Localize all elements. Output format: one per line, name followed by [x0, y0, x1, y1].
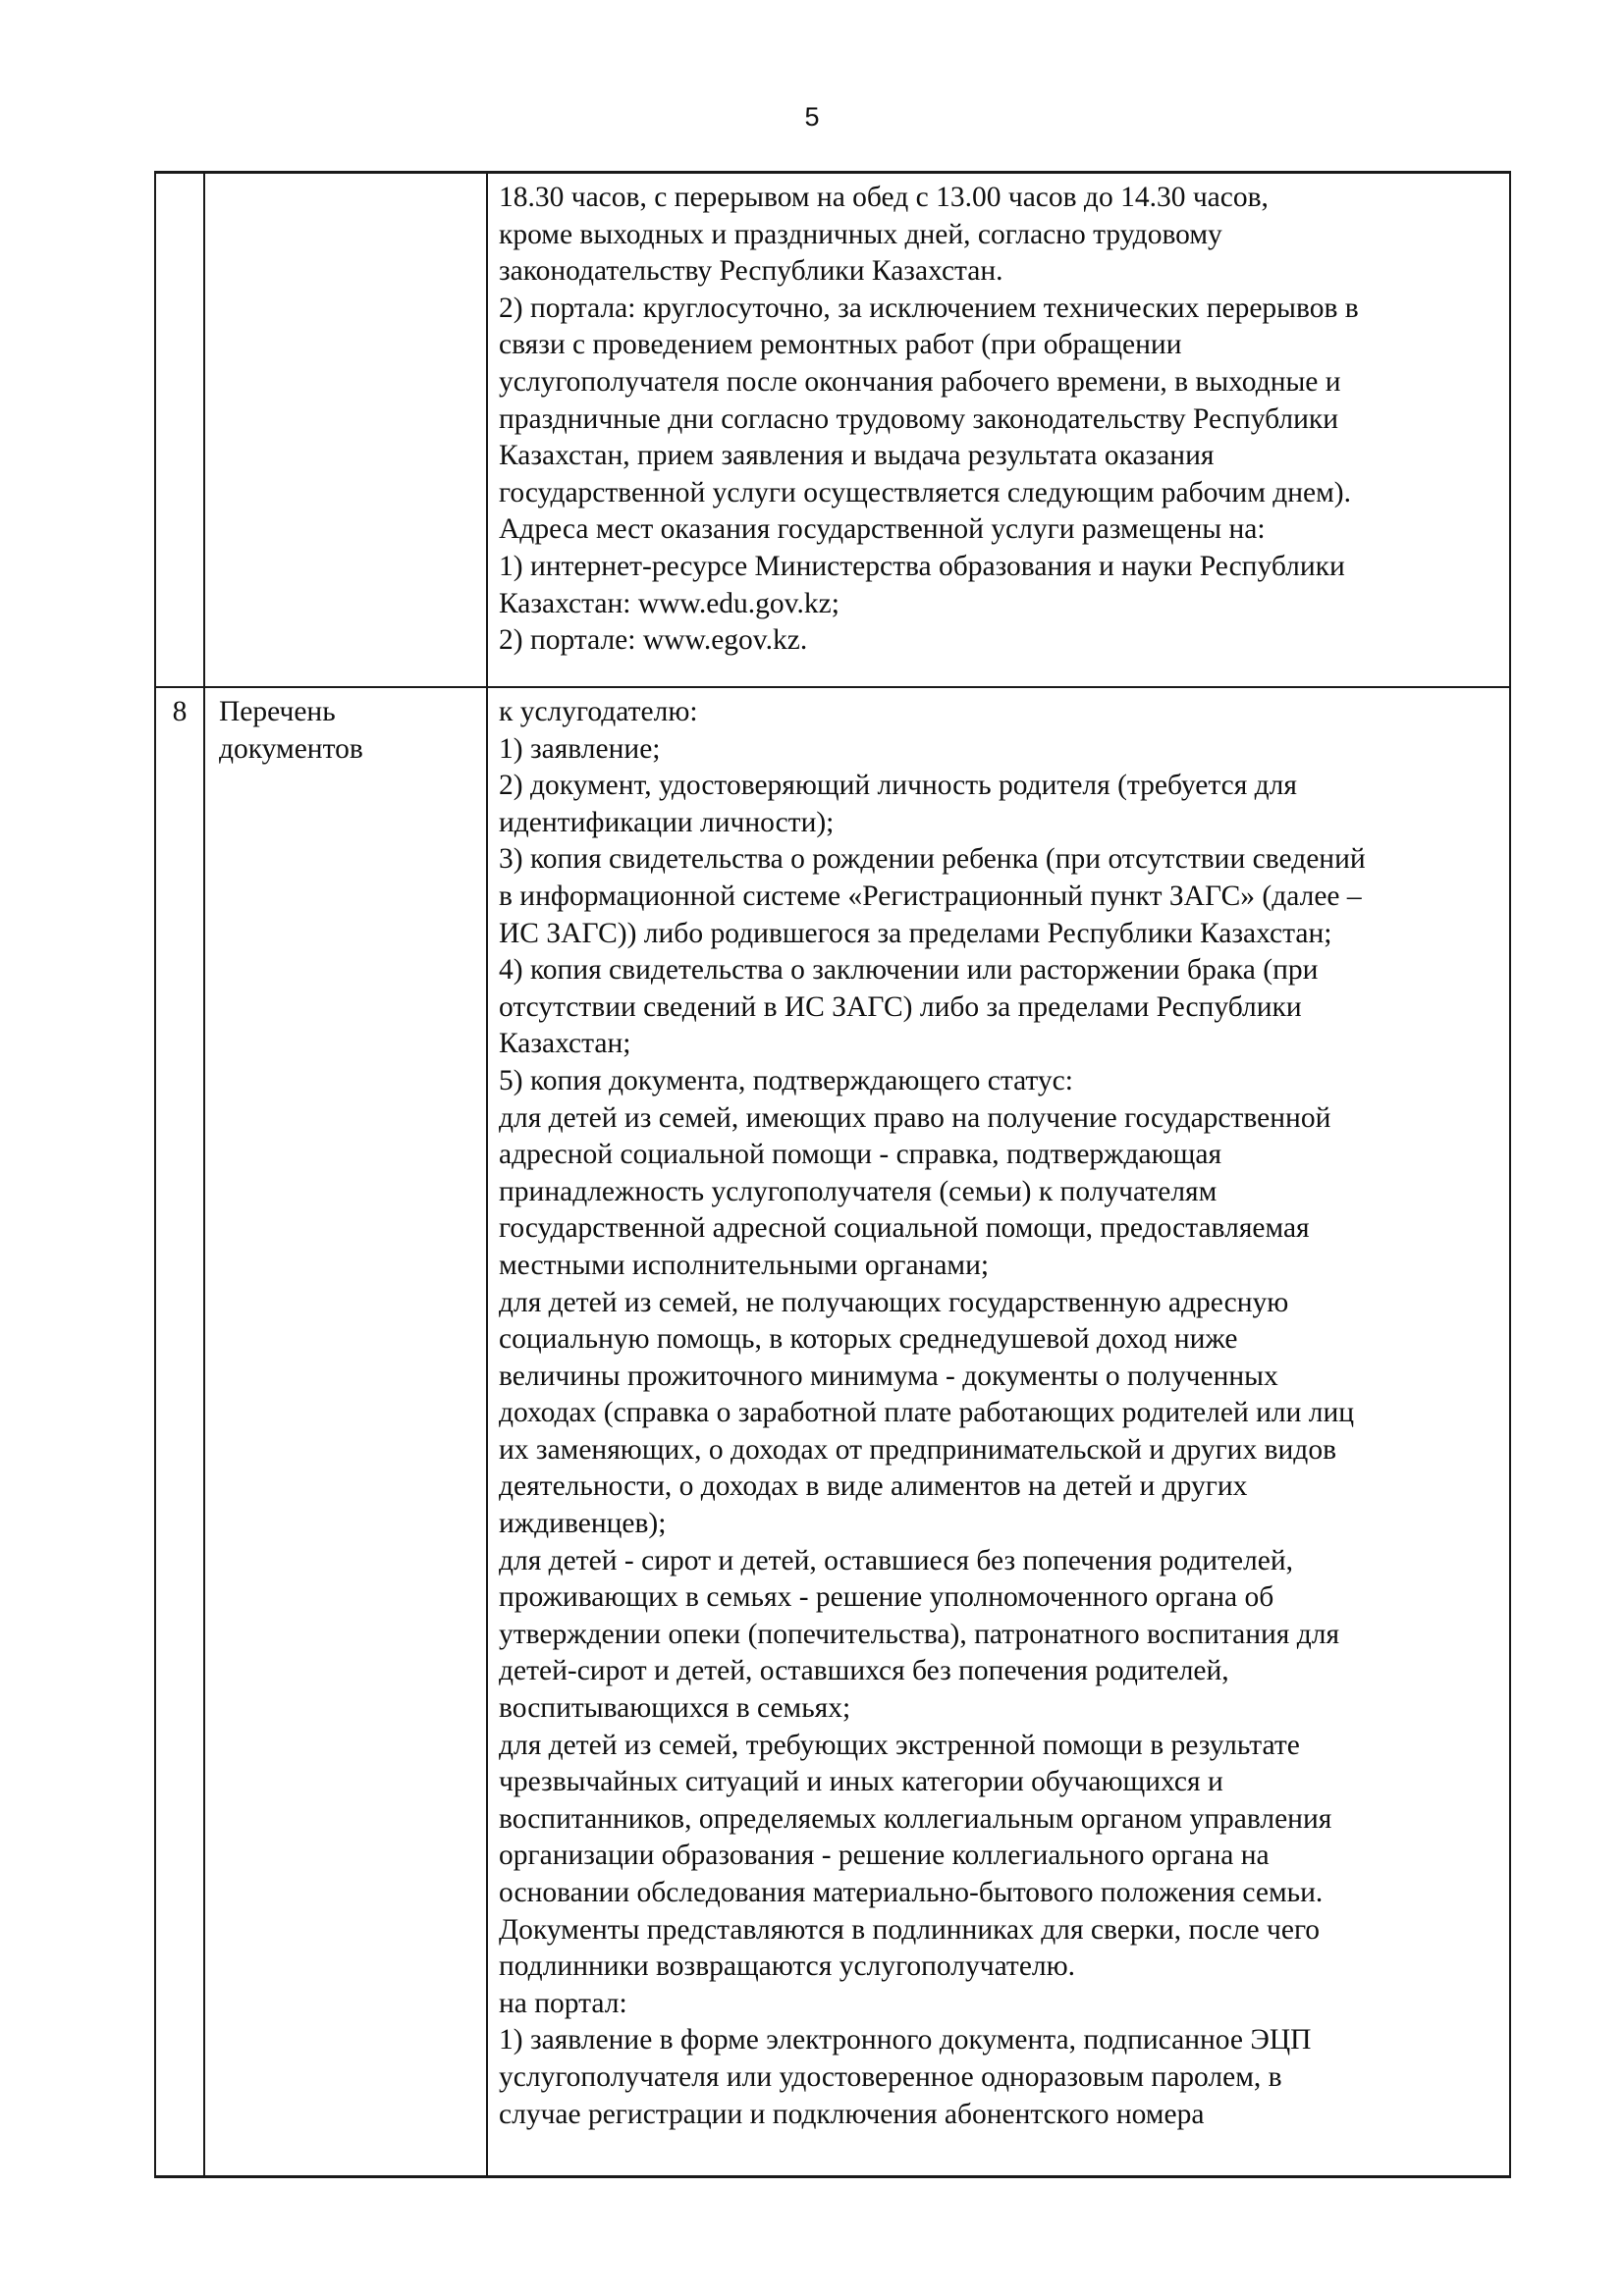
text-line: 1) интернет-ресурсе Министерства образования и науки Республики [499, 550, 1345, 582]
text-line: случае регистрации и подключения абонентского номера [499, 2098, 1205, 2130]
text-line: государственной адресной социальной помощи, предоставляемая [499, 1212, 1310, 1245]
text-line: чрезвычайных ситуаций и иных категории обучающихся и [499, 1766, 1223, 1798]
table-row-continuation [155, 173, 1510, 688]
text-line: кроме выходных и праздничных дней, согласно трудовому [499, 218, 1222, 250]
text-line: принадлежность услугополучателя (семьи) к получателям [499, 1175, 1218, 1207]
text-line: услугополучателя или удостоверенное одноразовым паролем, в [499, 2060, 1282, 2093]
text-line: доходах (справка о заработной плате работающих родителей или лиц [499, 1397, 1355, 1429]
text-line: детей-сирот и детей, оставшихся без попечения родителей, [499, 1655, 1229, 1687]
text-line: связи с проведением ремонтных работ (при обращении [499, 329, 1182, 361]
text-line: ИС ЗАГС)) либо родившегося за пределами Республики Казахстан; [499, 917, 1332, 949]
text-line: для детей из семей, требующих экстренной помощи в результате [499, 1729, 1300, 1761]
text-line: к услугодателю: [499, 696, 698, 727]
text-line: идентификации личности); [499, 806, 835, 838]
text-line: для детей из семей, имеющих право на получение государственной [499, 1101, 1331, 1134]
text-line: отсутствии сведений в ИС ЗАГС) либо за пределами Республики [499, 990, 1302, 1023]
text-line: утверждении опеки (попечительства), патронатного воспитания для [499, 1618, 1340, 1650]
row-content-cell [487, 687, 1510, 2177]
text-line: социальную помощь, в которых среднедушевой доход ниже [499, 1323, 1238, 1356]
text-line: 2) документ, удостоверяющий личность родителя (требуется для [499, 770, 1297, 802]
text-line: 4) копия свидетельства о заключении или расторжении брака (при [499, 954, 1319, 987]
text-line: 1) заявление; [499, 732, 661, 765]
row-number-cell [155, 173, 204, 688]
text-line: их заменяющих, о доходах от предпринимательской и других видов [499, 1433, 1336, 1466]
text-line: для детей из семей, не получающих государственную адресную [499, 1286, 1289, 1318]
text-line: иждивенцев); [499, 1508, 667, 1540]
text-line: Казахстан, прием заявления и выдача результата оказания [499, 440, 1215, 472]
table-row-documents-list [155, 687, 1510, 2177]
page-number: 5 [804, 102, 820, 132]
row-name-line: документов [219, 732, 363, 765]
text-line: местными исполнительными органами; [499, 1249, 990, 1281]
text-line: государственной услуги осуществляется следующим рабочим днем). [499, 476, 1352, 508]
text-line: Документы представляются в подлинниках для сверки, после чего [499, 1913, 1321, 1946]
text-line: воспитывающихся в семьях; [499, 1692, 851, 1725]
text-line: 1) заявление в форме электронного документа, подписанное ЭЦП [499, 2024, 1312, 2056]
text-line: 5) копия документа, подтверждающего статус: [499, 1064, 1073, 1096]
text-line: деятельности, о доходах в виде алиментов на детей и других [499, 1470, 1248, 1503]
row-name-line: Перечень [219, 696, 336, 727]
text-line: для детей - сирот и детей, оставшиеся без попечения родителей, [499, 1544, 1294, 1576]
text-line: Адреса мест оказания государственной услуги размещены на: [499, 513, 1266, 546]
text-line: воспитанников, определяемых коллегиальным органом управления [499, 1802, 1332, 1835]
text-line: услугополучателя после окончания рабочего времени, в выходные и [499, 365, 1341, 398]
text-line: организации образования - решение коллегиального органа на [499, 1840, 1270, 1872]
text-line: 3) копия свидетельства о рождении ребенка (при отсутствии сведений [499, 843, 1366, 876]
text-line: 18.30 часов, с перерывом на обед с 13.00 часов до 14.30 часов, [499, 182, 1269, 213]
text-line: праздничные дни согласно трудовому законодательству Республики [499, 402, 1338, 435]
text-line: подлинники возвращаются услугополучателю. [499, 1950, 1076, 1983]
text-line: величины прожиточного минимума - документы о полученных [499, 1360, 1278, 1392]
text-line: проживающих в семьях - решение уполномоченного органа об [499, 1581, 1274, 1614]
text-line: законодательству Республики Казахстан. [499, 255, 1003, 288]
row-content-cell [487, 173, 1510, 688]
text-line: Казахстан; [499, 1028, 631, 1060]
text-line: 2) портале: www.egov.kz. [499, 624, 808, 657]
text-line: адресной социальной помощи - справка, подтверждающая [499, 1139, 1222, 1171]
text-line: 2) портала: круглосуточно, за исключением технических перерывов в [499, 292, 1359, 324]
text-line: основании обследования материально-бытового положения семьи. [499, 1877, 1324, 1908]
row-name-cell [204, 173, 487, 688]
text-line: на портал: [499, 1987, 627, 2019]
text-line: Казахстан: www.edu.gov.kz; [499, 587, 839, 619]
text-line: в информационной системе «Регистрационный пункт ЗАГС» (далее – [499, 880, 1362, 912]
row-name-cell [204, 687, 487, 2177]
row-number-cell: 8 [155, 687, 204, 2177]
service-standard-table [154, 171, 1511, 2178]
